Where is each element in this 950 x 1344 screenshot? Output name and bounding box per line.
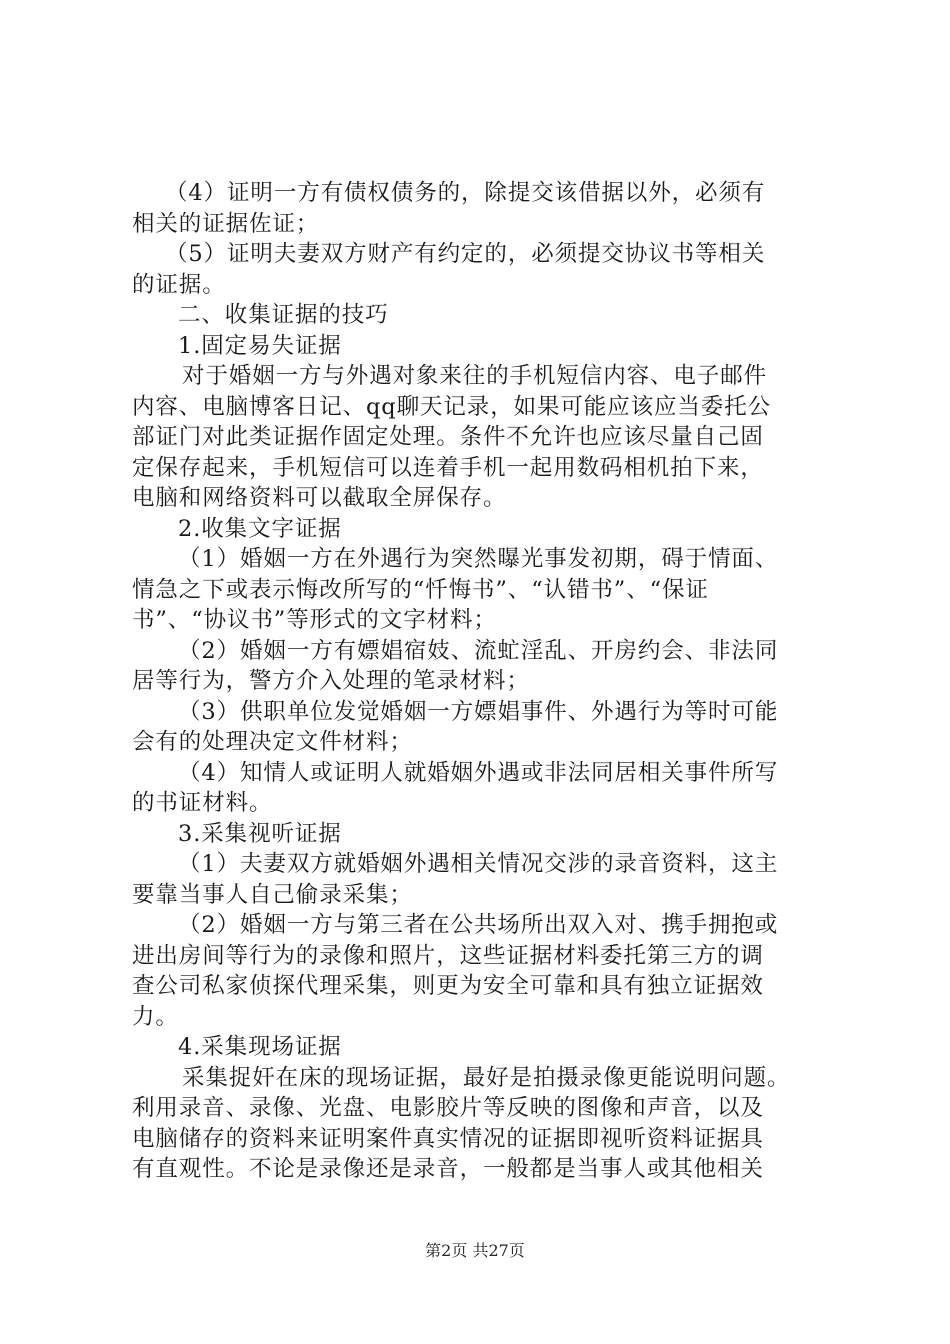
text-line: 相关的证据佐证；	[132, 211, 320, 237]
text-line: （4）证明一方有债权债务的，除提交该借据以外，必须有	[165, 180, 766, 206]
text-line: 对于婚姻一方与外遇对象来往的手机短信内容、电子邮件	[182, 363, 768, 389]
text-line: 的书证材料。	[132, 790, 273, 816]
text-line: 要靠当事人自己偷录采集；	[132, 882, 413, 908]
section-heading: 二、收集证据的技巧	[178, 302, 389, 328]
text-line: 内容、电脑博客日记、qq聊天记录，如果可能应该应当委托公	[132, 394, 772, 420]
text-line: 力。	[132, 1004, 179, 1030]
text-line: （1）夫妻双方就婚姻外遇相关情况交涉的录音资料，这主	[178, 851, 779, 877]
text-line: （4）知情人或证明人就婚姻外遇或非法同居相关事件所写	[178, 760, 779, 786]
text-line: 书”、“协议书”等形式的文字材料；	[132, 607, 497, 633]
subsection-heading: 1.固定易失证据	[178, 333, 342, 359]
text-line: 进出房间等行为的录像和照片，这些证据材料委托第三方的调	[132, 943, 764, 969]
subsection-heading: 3.采集视听证据	[178, 821, 342, 847]
text-line: （1）婚姻一方在外遇行为突然曝光事发初期，碍于情面、	[178, 546, 779, 572]
text-line: 会有的处理决定文件材料；	[132, 729, 413, 755]
text-line: （5）证明夫妻双方财产有约定的，必须提交协议书等相关	[165, 241, 766, 267]
text-line: 采集捉奸在床的现场证据，最好是拍摄录像更能说明问题。	[182, 1065, 791, 1091]
subsection-heading: 4.采集现场证据	[178, 1034, 342, 1060]
text-line: 定保存起来，手机短信可以连着手机一起用数码相机拍下来，	[132, 455, 764, 481]
text-line: 利用录音、录像、光盘、电影胶片等反映的图像和声音，以及	[132, 1095, 764, 1121]
text-line: 查公司私家侦探代理采集，则更为安全可靠和具有独立证据效	[132, 973, 764, 999]
text-line: （2）婚姻一方有嫖娼宿妓、流虻淫乱、开房约会、非法同	[178, 638, 779, 664]
text-line: 部证门对此类证据作固定处理。条件不允许也应该尽量自己固	[132, 424, 764, 450]
subsection-heading: 2.收集文字证据	[178, 516, 342, 542]
text-line: （3）供职单位发觉婚姻一方嫖娼事件、外遇行为等时可能	[178, 699, 779, 725]
text-line: 电脑储存的资料来证明案件真实情况的证据即视听资料证据具	[132, 1126, 764, 1152]
text-line: 居等行为，警方介入处理的笔录材料；	[132, 668, 530, 694]
text-line: （2）婚姻一方与第三者在公共场所出双入对、携手拥抱或	[178, 912, 779, 938]
text-line: 的证据。	[132, 272, 226, 298]
text-line: 有直观性。不论是录像还是录音，一般都是当事人或其他相关	[132, 1156, 764, 1182]
text-line: 情急之下或表示悔改所写的“忏悔书”、“认错书”、“保证	[132, 577, 709, 603]
page-number-footer: 第2页 共27页	[425, 1241, 525, 1260]
text-line: 电脑和网络资料可以截取全屏保存。	[132, 485, 507, 511]
